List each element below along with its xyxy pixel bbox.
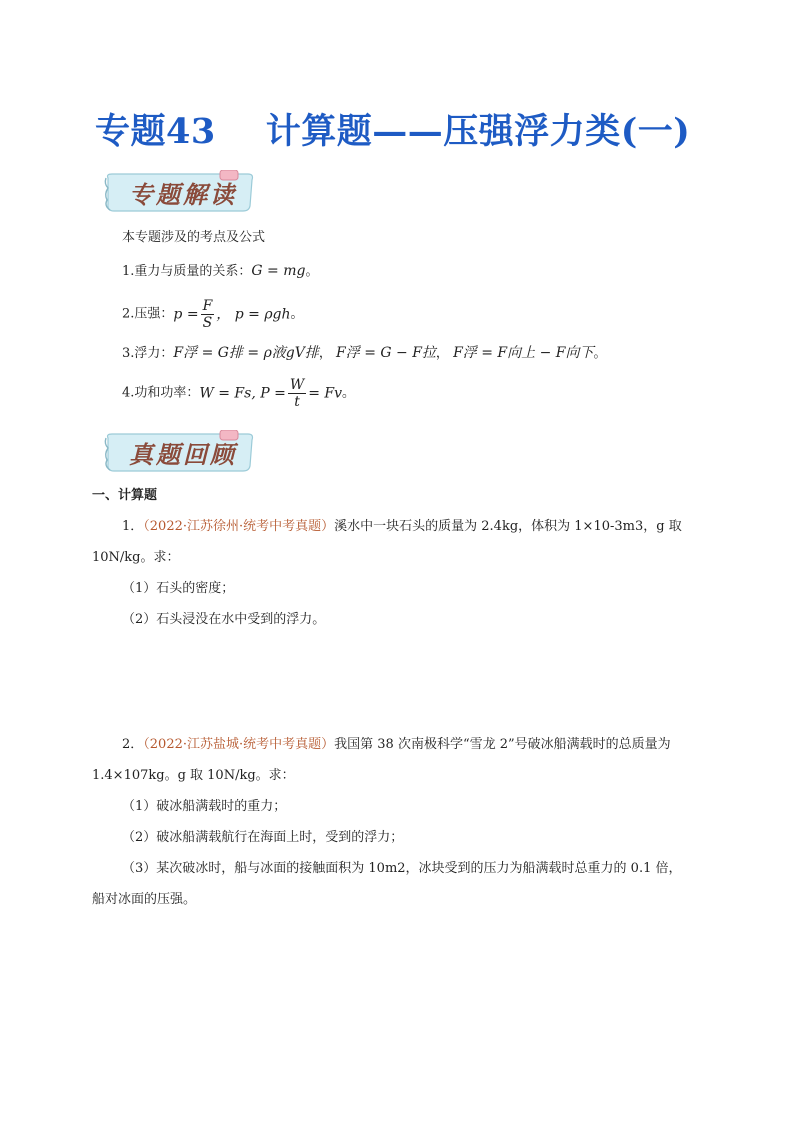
banner-topic-interpretation xyxy=(102,170,258,214)
question-2-continued: 1.4×107kg。g 取 10N/kg。求： xyxy=(92,768,295,783)
question-2-part-2: （2）破冰船满载航行在海面上时，受到的浮力； xyxy=(122,830,404,845)
formula-pressure-liquid: ， p = ρgh xyxy=(216,306,291,323)
question-source: （2022·江苏徐州·统考中考真题） xyxy=(143,519,335,534)
formula-archimedes: F浮 = G排 = ρ液gV排 xyxy=(173,345,319,361)
intro-heading: 本专题涉及的考点及公式 xyxy=(122,230,266,245)
banner-past-exam-review xyxy=(102,430,258,474)
question-1-part-2: （2）石头浸没在水中受到的浮力。 xyxy=(122,612,326,627)
page-title xyxy=(95,104,735,154)
formula-gravity: G = mg xyxy=(251,263,306,279)
formula-item-3: 3.浮力：F浮 = G排 = ρ液gV排， F浮 = G − F拉， F浮 = F向上 − F向下。 xyxy=(122,345,607,361)
banner-label: 专题解读 xyxy=(129,180,237,209)
question-source: （2022·江苏盐城·统考中考真题） xyxy=(143,737,335,752)
title-topic-number: 专题43 xyxy=(95,111,216,152)
question-1: 1．（2022·江苏徐州·统考中考真题）溪水中一块石头的质量为 2.4kg，体积为 1×10-3m3，g 取 xyxy=(122,519,682,534)
formula-pressure-difference: F浮 = F向上 − F向下 xyxy=(453,345,594,361)
formula-item-1: 1.重力与质量的关系：G = mg。 xyxy=(122,263,319,279)
question-2-part-3-continued: 船对冰面的压强。 xyxy=(92,892,197,907)
question-1-part-1: （1）石头的密度； xyxy=(122,581,235,596)
banner-label: 真题回顾 xyxy=(129,440,237,469)
title-topic-name: 计算题——压强浮力类(一) xyxy=(265,111,691,152)
fraction-w-over-t: $\frac{W}{t}$ xyxy=(289,377,305,410)
formula-weighing: F浮 = G − F拉 xyxy=(336,345,436,361)
formula-item-2: 2.压强：p = $\frac{F}{S}$ ， p = ρgh。 xyxy=(122,298,304,331)
formula-work: W = Fs, P = xyxy=(199,385,286,402)
section-heading: 一、计算题 xyxy=(92,488,158,503)
question-2: 2．（2022·江苏盐城·统考中考真题）我国第 38 次南极科学“雪龙 2”号破冰船满载时的总质量为 xyxy=(122,737,671,752)
question-2-part-3: （3）某次破冰时，船与冰面的接触面积为 10m2，冰块受到的压力为船满载时总重力的 0.1 倍， xyxy=(122,861,682,876)
formula-power: = Fv xyxy=(308,385,343,402)
fraction-f-over-s: $\frac{F}{S}$ xyxy=(202,298,213,331)
formula-item-4: 4.功和功率：W = Fs, P = $\frac{W}{t}$ = Fv。 xyxy=(122,377,356,410)
question-2-part-1: （1）破冰船满载时的重力； xyxy=(122,799,287,814)
question-1-continued: 10N/kg。求： xyxy=(92,550,180,565)
